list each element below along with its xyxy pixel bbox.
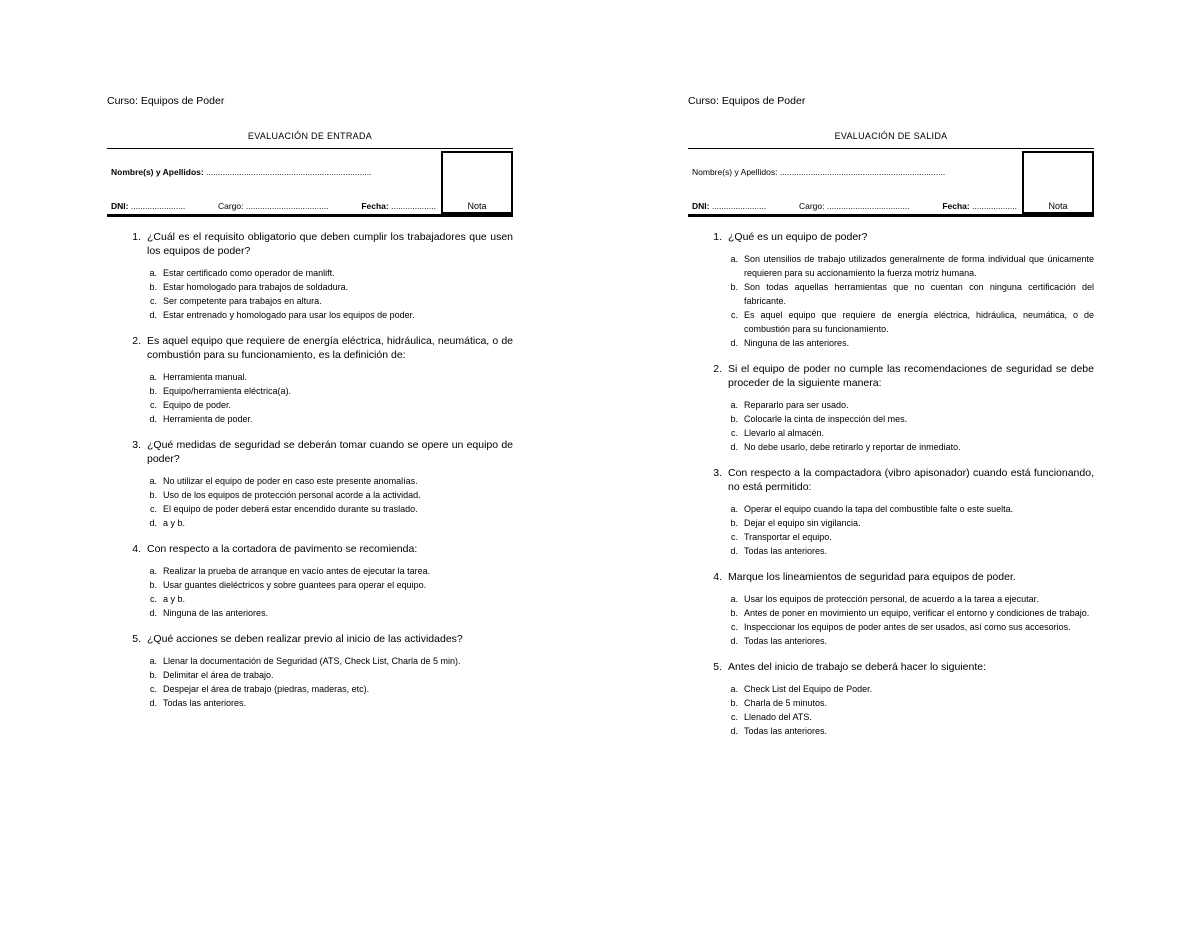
option-letter: b. bbox=[149, 386, 157, 396]
id-line bbox=[692, 201, 1017, 211]
option-letter: b. bbox=[730, 608, 738, 618]
question-text-row bbox=[688, 660, 1094, 674]
option-list bbox=[688, 682, 1094, 738]
option-text: Herramienta de poder. bbox=[163, 414, 253, 424]
question-text-row bbox=[688, 362, 1094, 390]
option-text: Delimitar el área de trabajo. bbox=[163, 670, 274, 680]
question-text-row bbox=[107, 632, 513, 646]
option-text: Son todas aquellas herramientas que no cuentan con ninguna certificación del fabricante. bbox=[744, 282, 1094, 306]
option-text: Llevarlo al almacén. bbox=[744, 428, 825, 438]
option-text: Todas las anteriores. bbox=[163, 698, 247, 708]
option-letter: a. bbox=[149, 566, 157, 576]
option-text: Uso de los equipos de protección personal acorde a la actividad. bbox=[163, 490, 421, 500]
option-letter: d. bbox=[730, 636, 738, 646]
option-list bbox=[107, 474, 513, 530]
question-text: Si el equipo de poder no cumple las recomendaciones de seguridad se debe proceder de la siguiente manera: bbox=[728, 363, 1094, 389]
option-letter: a. bbox=[149, 476, 157, 486]
answer-option[interactable] bbox=[688, 682, 1094, 696]
question-text: Marque los lineamientos de seguridad para equipos de poder. bbox=[728, 571, 1016, 583]
option-letter: b. bbox=[730, 414, 738, 424]
option-list bbox=[107, 266, 513, 322]
answer-option[interactable] bbox=[107, 682, 513, 696]
answer-option[interactable] bbox=[688, 620, 1094, 634]
option-list bbox=[688, 252, 1094, 350]
option-letter: a. bbox=[730, 504, 738, 514]
question-text: Antes del inicio de trabajo se deberá hacer lo siguiente: bbox=[728, 661, 986, 673]
question-number: 4. bbox=[713, 571, 722, 583]
option-text: Inspeccionar los equipos de poder antes de ser usados, así como sus accesorios. bbox=[744, 622, 1071, 632]
question-text: ¿Qué es un equipo de poder? bbox=[728, 231, 868, 243]
fecha-dots: ................... bbox=[972, 201, 1017, 211]
option-letter: c. bbox=[149, 684, 157, 694]
option-letter: d. bbox=[730, 546, 738, 556]
answer-option[interactable] bbox=[688, 252, 1094, 280]
option-letter: d. bbox=[149, 608, 157, 618]
id-line bbox=[111, 201, 436, 211]
option-text: Es aquel equipo que requiere de energía eléctrica, hidráulica, neumática, o de combustión para su funcionamiento. bbox=[744, 310, 1094, 334]
option-letter: c. bbox=[149, 296, 157, 306]
fecha-label: Fecha: bbox=[942, 201, 970, 211]
cargo-dots: ................................... bbox=[245, 201, 329, 211]
option-text: Operar el equipo cuando la tapa del combustible falte o este suelta. bbox=[744, 504, 1014, 514]
option-text: Antes de poner en movimiento un equipo, verificar el entorno y condiciones de trabajo. bbox=[744, 608, 1090, 618]
question-text: Es aquel equipo que requiere de energía eléctrica, hidráulica, neumática, o de combustión para su funcionamiento, es la definición de: bbox=[147, 335, 513, 361]
answer-option[interactable] bbox=[688, 412, 1094, 426]
question-text: Con respecto a la cortadora de pavimento se recomienda: bbox=[147, 543, 418, 555]
option-text: Ninguna de las anteriores. bbox=[744, 338, 850, 348]
question-number: 2. bbox=[132, 335, 141, 347]
question-number: 3. bbox=[713, 467, 722, 479]
question-3 bbox=[688, 466, 1094, 558]
option-text: No debe usarlo, debe retirarlo y reportar de inmediato. bbox=[744, 442, 961, 452]
answer-option[interactable] bbox=[107, 308, 513, 322]
option-letter: b. bbox=[730, 518, 738, 528]
name-dots: ...................................................................... bbox=[779, 167, 946, 177]
option-letter: b. bbox=[149, 490, 157, 500]
answer-option[interactable] bbox=[688, 592, 1094, 606]
option-text: Llenar la documentación de Seguridad (ATS, Check List, Charla de 5 min). bbox=[163, 656, 461, 666]
course-title: Curso: Equipos de Poder bbox=[688, 95, 806, 107]
option-letter: d. bbox=[730, 726, 738, 736]
option-text: Realizar la prueba de arranque en vacío antes de ejecutar la tarea. bbox=[163, 566, 431, 576]
answer-option[interactable] bbox=[107, 266, 513, 280]
option-letter: c. bbox=[730, 310, 738, 320]
answer-option[interactable] bbox=[688, 308, 1094, 336]
option-text: Dejar el equipo sin vigilancia. bbox=[744, 518, 861, 528]
option-list bbox=[107, 370, 513, 426]
option-text: Charla de 5 minutos. bbox=[744, 698, 828, 708]
question-number: 3. bbox=[132, 439, 141, 451]
option-letter: a. bbox=[730, 254, 738, 264]
dni-dots: ....................... bbox=[130, 201, 186, 211]
option-text: Repararlo para ser usado. bbox=[744, 400, 849, 410]
cargo-field[interactable] bbox=[799, 201, 910, 211]
option-text: Check List del Equipo de Poder. bbox=[744, 684, 873, 694]
student-info-box bbox=[107, 148, 513, 217]
question-text-row bbox=[107, 542, 513, 556]
name-line[interactable] bbox=[692, 167, 945, 177]
answer-option[interactable] bbox=[107, 502, 513, 516]
option-text: Usar los equipos de protección personal, de acuerdo a la tarea a ejecutar. bbox=[744, 594, 1039, 604]
option-letter: b. bbox=[149, 580, 157, 590]
question-4 bbox=[688, 570, 1094, 648]
answer-option[interactable] bbox=[688, 280, 1094, 308]
option-letter: a. bbox=[730, 594, 738, 604]
name-dots: ...................................................................... bbox=[206, 167, 372, 177]
right-page bbox=[581, 0, 1181, 927]
dni-field[interactable] bbox=[111, 201, 185, 211]
option-text: Todas las anteriores. bbox=[744, 726, 828, 736]
question-number: 5. bbox=[713, 661, 722, 673]
question-2 bbox=[107, 334, 513, 426]
option-letter: c. bbox=[730, 428, 738, 438]
cargo-label: Cargo: bbox=[798, 201, 825, 211]
question-text: ¿Cuál es el requisito obligatorio que deben cumplir los trabajadores que usen los equipos de poder? bbox=[147, 231, 513, 257]
option-letter: d. bbox=[149, 310, 157, 320]
question-number: 4. bbox=[132, 543, 141, 555]
question-number: 1. bbox=[132, 231, 141, 243]
option-letter: a. bbox=[730, 684, 738, 694]
answer-option[interactable] bbox=[688, 336, 1094, 350]
option-letter: a. bbox=[149, 372, 157, 382]
dni-label: DNI: bbox=[111, 201, 129, 211]
option-letter: d. bbox=[730, 338, 738, 348]
option-letter: d. bbox=[149, 698, 157, 708]
question-number: 1. bbox=[713, 231, 722, 243]
fecha-label: Fecha: bbox=[361, 201, 389, 211]
answer-option[interactable] bbox=[688, 426, 1094, 440]
question-text: Con respecto a la compactadora (vibro apisonador) cuando está funcionando, no está permitido: bbox=[728, 467, 1094, 493]
cargo-label: Cargo: bbox=[217, 201, 244, 211]
option-letter: c. bbox=[730, 532, 738, 542]
option-text: El equipo de poder deberá estar encendido durante su traslado. bbox=[163, 504, 418, 514]
option-letter: c. bbox=[730, 712, 738, 722]
answer-option[interactable] bbox=[107, 654, 513, 668]
option-text: Ser competente para trabajos en altura. bbox=[163, 296, 322, 306]
option-text: a y b. bbox=[163, 518, 186, 528]
option-letter: c. bbox=[149, 504, 157, 514]
answer-option[interactable] bbox=[688, 398, 1094, 412]
answer-option[interactable] bbox=[688, 710, 1094, 724]
option-letter: a. bbox=[149, 268, 157, 278]
name-label: Nombre(s) y Apellidos: bbox=[692, 167, 778, 177]
dni-dots: ....................... bbox=[711, 201, 767, 211]
answer-option[interactable] bbox=[107, 474, 513, 488]
grade-label: Nota bbox=[1048, 201, 1068, 211]
option-text: Transportar el equipo. bbox=[744, 532, 832, 542]
option-text: Llenado del ATS. bbox=[744, 712, 812, 722]
question-text-row bbox=[107, 230, 513, 258]
option-text: Equipo de poder. bbox=[163, 400, 232, 410]
question-text: ¿Qué medidas de seguridad se deberán tomar cuando se opere un equipo de poder? bbox=[147, 439, 513, 465]
option-list bbox=[688, 592, 1094, 648]
answer-option[interactable] bbox=[107, 516, 513, 530]
answer-option[interactable] bbox=[107, 412, 513, 426]
answer-option[interactable] bbox=[688, 440, 1094, 454]
option-text: Usar guantes dieléctricos y sobre guantees para operar el equipo. bbox=[163, 580, 427, 590]
name-label: Nombre(s) y Apellidos: bbox=[111, 167, 204, 177]
answer-option[interactable] bbox=[107, 606, 513, 620]
question-text-row bbox=[688, 230, 1094, 244]
cargo-dots: ................................... bbox=[826, 201, 910, 211]
answer-option[interactable] bbox=[107, 294, 513, 308]
question-3 bbox=[107, 438, 513, 530]
option-letter: d. bbox=[730, 442, 738, 452]
option-list bbox=[688, 502, 1094, 558]
name-line[interactable] bbox=[111, 167, 371, 177]
answer-option[interactable] bbox=[107, 370, 513, 384]
option-text: Son utensilios de trabajo utilizados generalmente de forma individual que únicamente requieren para su accionamiento la fuerza motriz humana. bbox=[744, 254, 1094, 278]
cargo-field[interactable] bbox=[218, 201, 329, 211]
option-text: Colocarle la cinta de inspección del mes. bbox=[744, 414, 908, 424]
option-text: Despejar el área de trabajo (piedras, maderas, etc). bbox=[163, 684, 370, 694]
answer-option[interactable] bbox=[688, 516, 1094, 530]
answer-option[interactable] bbox=[688, 634, 1094, 648]
option-text: Estar homologado para trabajos de soldadura. bbox=[163, 282, 349, 292]
question-text: ¿Qué acciones se deben realizar previo al inicio de las actividades? bbox=[147, 633, 463, 645]
option-letter: b. bbox=[149, 670, 157, 680]
option-text: Estar entrenado y homologado para usar los equipos de poder. bbox=[163, 310, 415, 320]
answer-option[interactable] bbox=[688, 530, 1094, 544]
option-letter: c. bbox=[149, 400, 157, 410]
question-number: 2. bbox=[713, 363, 722, 375]
answer-option[interactable] bbox=[107, 488, 513, 502]
option-text: Herramienta manual. bbox=[163, 372, 248, 382]
question-text-row bbox=[688, 570, 1094, 584]
option-letter: a. bbox=[730, 400, 738, 410]
option-text: Todas las anteriores. bbox=[744, 546, 828, 556]
grade-label: Nota bbox=[467, 201, 487, 211]
grade-box[interactable] bbox=[441, 151, 513, 214]
option-text: No utilizar el equipo de poder en caso este presente anomalías. bbox=[163, 476, 418, 486]
option-list bbox=[107, 654, 513, 710]
answer-option[interactable] bbox=[107, 280, 513, 294]
option-letter: d. bbox=[149, 518, 157, 528]
option-list bbox=[107, 564, 513, 620]
course-title: Curso: Equipos de Poder bbox=[107, 95, 225, 107]
question-text-row bbox=[107, 334, 513, 362]
fecha-field[interactable] bbox=[361, 201, 436, 211]
option-letter: d. bbox=[149, 414, 157, 424]
option-list bbox=[688, 398, 1094, 454]
option-letter: a. bbox=[149, 656, 157, 666]
dni-label: DNI: bbox=[692, 201, 710, 211]
question-4 bbox=[107, 542, 513, 620]
question-list bbox=[688, 230, 1094, 750]
question-text-row bbox=[107, 438, 513, 466]
option-text: Estar certificado como operador de manlift. bbox=[163, 268, 335, 278]
question-5 bbox=[688, 660, 1094, 738]
question-number: 5. bbox=[132, 633, 141, 645]
option-text: Todas las anteriores. bbox=[744, 636, 828, 646]
grade-box[interactable] bbox=[1022, 151, 1094, 214]
option-text: a y b. bbox=[163, 594, 186, 604]
answer-option[interactable] bbox=[107, 384, 513, 398]
answer-option[interactable] bbox=[107, 398, 513, 412]
option-letter: b. bbox=[730, 282, 738, 292]
answer-option[interactable] bbox=[688, 696, 1094, 710]
question-text-row bbox=[688, 466, 1094, 494]
answer-option[interactable] bbox=[107, 578, 513, 592]
question-5 bbox=[107, 632, 513, 710]
option-letter: c. bbox=[149, 594, 157, 604]
answer-option[interactable] bbox=[688, 724, 1094, 738]
answer-option[interactable] bbox=[688, 544, 1094, 558]
question-2 bbox=[688, 362, 1094, 454]
option-letter: c. bbox=[730, 622, 738, 632]
dni-field[interactable] bbox=[692, 201, 766, 211]
question-1 bbox=[107, 230, 513, 322]
fecha-dots: ................... bbox=[391, 201, 436, 211]
option-text: Ninguna de las anteriores. bbox=[163, 608, 269, 618]
answer-option[interactable] bbox=[688, 606, 1094, 620]
question-1 bbox=[688, 230, 1094, 350]
answer-option[interactable] bbox=[107, 564, 513, 578]
answer-option[interactable] bbox=[107, 592, 513, 606]
option-letter: b. bbox=[730, 698, 738, 708]
question-list bbox=[107, 230, 513, 722]
fecha-field[interactable] bbox=[942, 201, 1017, 211]
evaluation-title: EVALUACIÓN DE SALIDA bbox=[834, 131, 948, 141]
answer-option[interactable] bbox=[688, 502, 1094, 516]
option-text: Equipo/herramienta eléctrica(a). bbox=[163, 386, 292, 396]
evaluation-title: EVALUACIÓN DE ENTRADA bbox=[247, 131, 373, 141]
answer-option[interactable] bbox=[107, 668, 513, 682]
answer-option[interactable] bbox=[107, 696, 513, 710]
student-info-box bbox=[688, 148, 1094, 217]
option-letter: b. bbox=[149, 282, 157, 292]
